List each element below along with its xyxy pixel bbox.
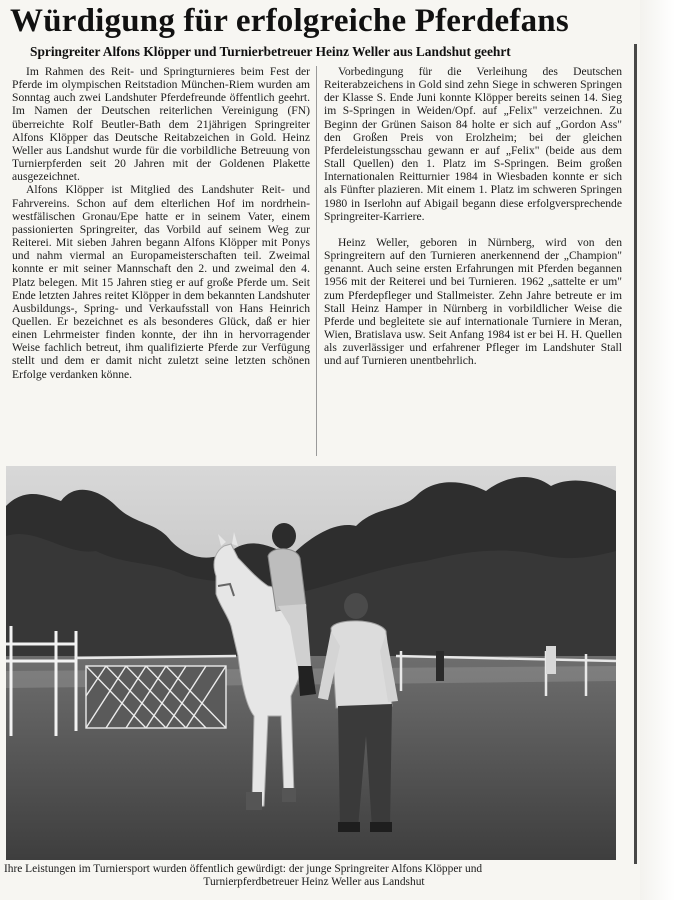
paragraph: Im Rahmen des Reit- und Springturnieres beim Fest der Pferde im olympischen Reitstadion München-Riem wurden am Sonntag auch zwei Landshuter Pferdefreunde öffentlich geehrt. Im Namen der Deutschen reiterlichen Vereinigung (FN) überreichte Rolf Beutler-Bath dem 21jährigen Springreiter Alfons Klöpper das Deutsche Reitabzeichen in Gold. Heinz Weller aus Landshut wurde für die vorbildliche Betreuung von Turnierpferden seit 20 Jahren mit der Goldenen Plakette ausgezeichnet. <box>12 65 310 184</box>
article-subheadline: Springreiter Alfons Klöpper und Turnierbetreuer Heinz Weller aus Landshut geehrt <box>30 44 511 59</box>
photo-caption <box>4 863 624 888</box>
article-photo <box>6 466 616 860</box>
paragraph: Vorbedingung für die Verleihung des Deutschen Reiterabzeichens in Gold sind zehn Siege in schweren Springen der Klasse S. Ende Juni konnte Klöpper bereits seinen 14. Sieg im S-Springen in Weiden/Opf. auf „Felix" verzeichnen. Zu Beginn der Grünen Saison 84 holte er sich auf „Gordon Ass" den Großen Preis von Erolzheim; bei der gleichen Pferdeleistungsschau gewann er auf „Felix" (beide aus dem Stall Quellen) den 1. Platz im S-Springen. Beim großen Internationalen Reitturnier 1984 in Wiesbaden konnte er sich als Fünfter plazieren. Mit einem 1. Platz im schweren Springen 1980 in Iserlohn auf Abigail begann diese erfolgversprechende Springreiter-Karriere. <box>324 65 622 223</box>
caption-line-2: Turnierpferdbetreuer Heinz Weller aus Landshut <box>203 875 425 888</box>
caption-line-1: Ihre Leistungen im Turniersport wurden öffentlich gewürdigt: der junge Springreiter Alfons Klöpper und <box>4 863 483 875</box>
clipping-edge-rule <box>634 44 637 864</box>
article-headline: Würdigung für erfolgreiche Pferdefans <box>10 3 569 39</box>
jump-lattice <box>86 666 226 728</box>
page-margin <box>640 0 675 900</box>
article-column-right <box>324 65 622 367</box>
article-column-left <box>12 65 310 381</box>
paragraph: Alfons Klöpper ist Mitglied des Landshuter Reit- und Fahrvereins. Schon auf dem elterlichen Hof im nordrhein-westfälischen Gronau/Epe hatte er in seinem Vater, einem passionierten Springreiter, das Vorbild auf seinem Weg zur Reiterei. Mit sieben Jahren begann Alfons Klöpper mit Ponys und nahm viermal an Europameisterschaften teil. Zweimal konnte er mit seiner Mannschaft den 2. und zweimal den 4. Platz belegen. Mit 15 Jahren stieg er auf große Pferde um. Seit Ende letzten Jahres reitet Klöpper in dem bekannten Landshuter Ausbildungs-, Spring- und Verkaufsstall von Hans Heinrich Quellen. Er bezeichnet es als besonderes Glück, daß er hier einen Lehrmeister finden konnte, der ihn in hervorragender Weise fachlich betreut, ihm qualifizierte Pferde zur Verfügung stellt und dem er damit nicht zuletzt seine letzten schönen Erfolge verdanken könne. <box>12 183 310 381</box>
column-divider <box>316 66 317 456</box>
paragraph: Heinz Weller, geboren in Nürnberg, wird von den Springreitern auf den Turnieren anerkennend der „Champion" genannt. Auch seine ersten Erfahrungen mit Pferden begannen 1956 mit der Reiterei und bei Turnieren. 1962 „sattelte er um" zum Pferdepfleger und Stallmeister. Zehn Jahre betreute er im Stall Heinz Hamper in Nürnberg in vorbildlicher Weise die Pferde und begleitete sie auf internationale Turniere in Meran, Wien, Bratislava usw. Seit Anfang 1984 ist er bei H. H. Quellen als zuverlässiger und erfahrener Pfleger im Landshuter Stall und auf Turnieren unentbehrlich. <box>324 235 622 368</box>
